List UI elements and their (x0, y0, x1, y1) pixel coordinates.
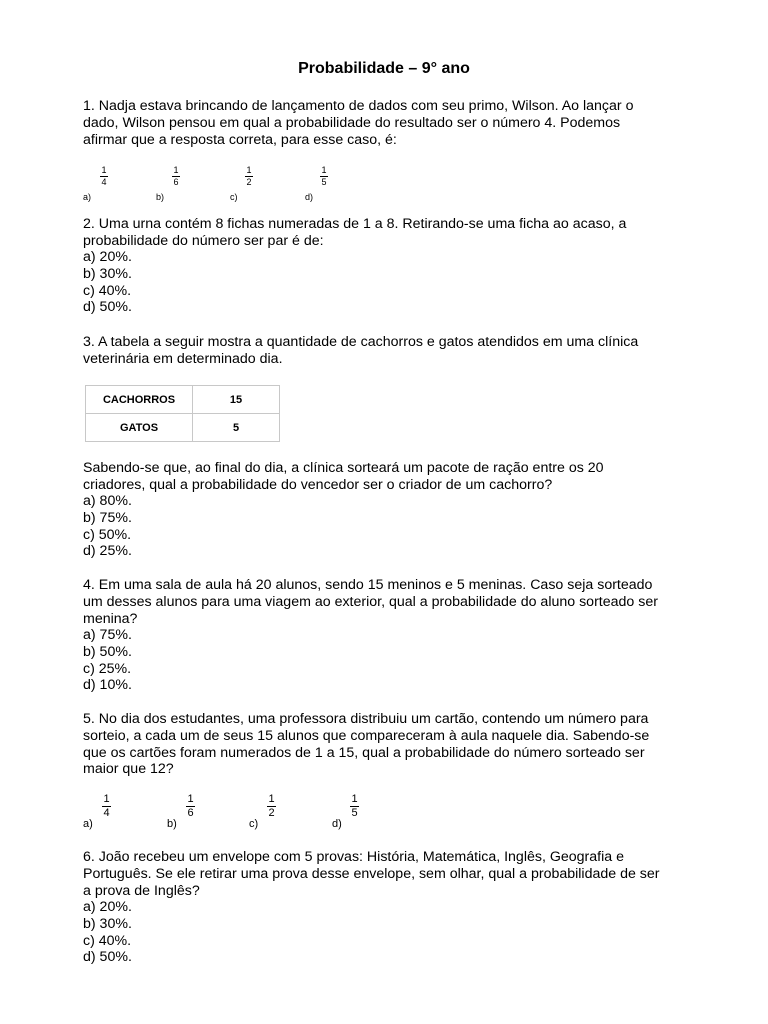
option-d: d) 50%. (83, 299, 132, 316)
fraction-denominator: 2 (246, 177, 252, 187)
fraction-numerator: 1 (103, 793, 110, 805)
fraction (102, 794, 111, 819)
fraction (267, 794, 276, 819)
question-line: 2. Uma urna contém 8 fichas numeradas de 1 a 8. Retirando-se uma ficha ao acaso, a (83, 216, 627, 232)
fraction (100, 166, 108, 187)
question-6-text (83, 849, 712, 899)
question-line: criadores, qual a probabilidade do vencedor ser o criador de um cachorro? (83, 476, 553, 493)
question-line: 6. João recebeu um envelope com 5 provas: História, Matemática, Inglês, Geografia e (83, 849, 624, 865)
option-d: d) 10%. (83, 677, 132, 694)
question-3-text (83, 334, 712, 368)
option-a: a) 20%. (83, 899, 132, 915)
option-b: b) 30%. (83, 265, 132, 282)
fraction (172, 166, 180, 187)
fraction-numerator: 1 (173, 165, 179, 175)
fraction-numerator: 1 (321, 165, 327, 175)
option-c: c) 40%. (83, 282, 132, 299)
question-line: um desses alunos para uma viagem ao exterior, qual a probabilidade do aluno sorteado ser (83, 593, 658, 610)
question-2-options (83, 249, 132, 316)
question-2-text (83, 216, 712, 250)
question-line: 1. Nadja estava brincando de lançamento de dados com seu primo, Wilson. Ao lançar o (83, 98, 634, 114)
question-line: menina? (83, 610, 138, 627)
question-1-text (83, 98, 712, 148)
option-label: a) (83, 818, 93, 830)
fraction-denominator: 4 (103, 807, 110, 819)
table-cell-count: 15 (193, 386, 280, 414)
option-c: c) 25%. (83, 660, 132, 677)
fraction-numerator: 1 (268, 793, 275, 805)
fraction-denominator: 2 (268, 807, 275, 819)
question-3-options (83, 493, 132, 560)
option-d: d) 25%. (83, 543, 132, 560)
fraction-denominator: 6 (187, 807, 194, 819)
option-label: c) (230, 192, 238, 202)
fraction-denominator: 5 (321, 177, 327, 187)
option-label: c) (249, 818, 259, 830)
table-cell-animal: CACHORROS (86, 386, 193, 414)
fraction-denominator: 4 (101, 177, 107, 187)
question-line: a prova de Inglês? (83, 882, 200, 899)
table-cell-animal: GATOS (86, 414, 193, 442)
question-5-options (83, 794, 383, 830)
fraction-numerator: 1 (351, 793, 358, 805)
fraction (320, 166, 328, 187)
question-4-text (83, 577, 712, 627)
option-d: d) 50%. (83, 949, 132, 966)
question-6-options (83, 899, 132, 966)
question-5-text (83, 711, 712, 778)
question-line: 3. A tabela a seguir mostra a quantidade de cachorros e gatos atendidos em uma clínica (83, 334, 639, 350)
question-line: Sabendo-se que, ao final do dia, a clínica sorteará um pacote de ração entre os 20 (83, 460, 604, 476)
question-3-text-continued (83, 460, 712, 494)
option-c: c) 40%. (83, 932, 132, 949)
page-title: Probabilidade – 9° ano (298, 60, 470, 77)
question-line: 4. Em uma sala de aula há 20 alunos, sendo 15 meninos e 5 meninas. Caso seja sorteado (83, 577, 653, 593)
fraction-denominator: 6 (173, 177, 179, 187)
question-line: sorteio, a cada um de seus 15 alunos que compareceram à aula naquele dia. Sabendo-se (83, 727, 650, 744)
question-line: que os cartões foram numerados de 1 a 15, qual a probabilidade do número sorteado ser (83, 744, 645, 761)
fraction (186, 794, 195, 819)
option-label: b) (167, 818, 177, 830)
table-row (86, 414, 280, 442)
fraction-numerator: 1 (187, 793, 194, 805)
question-line: dado, Wilson pensou em qual a probabilidade do resultado ser o número 4. Podemos (83, 114, 621, 131)
question-line: Português. Se ele retirar uma prova desse envelope, sem olhar, qual a probabilidade de ser (83, 865, 660, 882)
fraction (245, 166, 253, 187)
option-c: c) 50%. (83, 526, 132, 543)
option-a: a) 20%. (83, 249, 132, 265)
question-4-options (83, 627, 132, 694)
option-label: d) (305, 192, 314, 202)
option-b: b) 50%. (83, 643, 132, 660)
option-b: b) 30%. (83, 915, 132, 932)
question-line: 5. No dia dos estudantes, uma professora distribuiu um cartão, contendo um número para (83, 711, 649, 727)
option-b: b) 75%. (83, 509, 132, 526)
option-label: a) (83, 192, 92, 202)
question-line: maior que 12? (83, 761, 174, 778)
table-row (86, 386, 280, 414)
question-line: probabilidade do número ser par é de: (83, 232, 324, 249)
fraction (350, 794, 359, 819)
table-cell-count: 5 (193, 414, 280, 442)
option-label: b) (156, 192, 165, 202)
option-a: a) 75%. (83, 627, 132, 643)
question-line: veterinária em determinado dia. (83, 350, 283, 367)
option-label: d) (332, 818, 342, 830)
question-line: afirmar que a resposta correta, para esse caso, é: (83, 131, 397, 148)
animals-table (85, 385, 280, 442)
fraction-numerator: 1 (246, 165, 252, 175)
fraction-denominator: 5 (351, 807, 358, 819)
question-1-options (83, 166, 343, 202)
fraction-numerator: 1 (101, 165, 107, 175)
option-a: a) 80%. (83, 493, 132, 509)
